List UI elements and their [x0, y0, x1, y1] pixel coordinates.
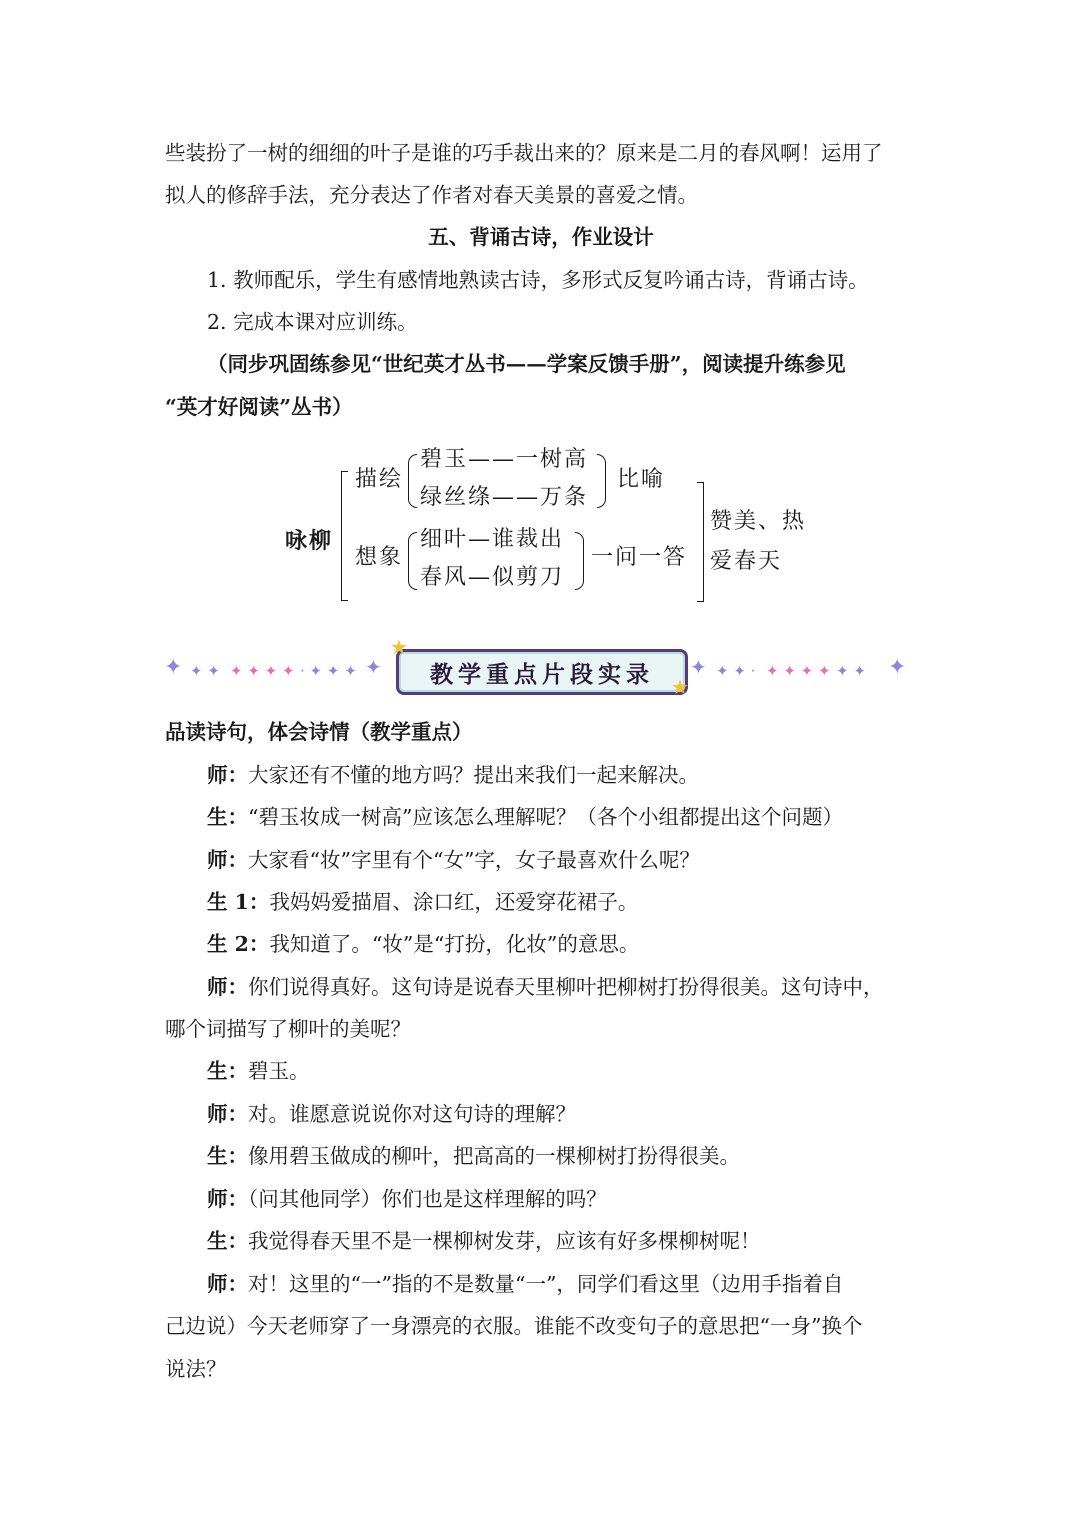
inner-right-paren — [597, 454, 606, 508]
speaker: 生： — [207, 1144, 248, 1168]
dialogue-continuation: 说法？ — [165, 1357, 227, 1381]
speaker: 师： — [207, 763, 248, 787]
diagram-text: 细叶—谁裁出 — [420, 527, 565, 552]
speaker: 师： — [207, 1187, 248, 1211]
diagram-title: 咏柳 — [285, 529, 334, 554]
sparkle-icon: ✦ ✦ ✦ ✦ — [230, 662, 295, 680]
utterance: 对。谁愿意说说你对这句诗的理解？ — [248, 1102, 576, 1126]
speaker: 生： — [207, 1229, 248, 1253]
branch-result: 比喻 — [617, 467, 666, 492]
section-heading: 五、背诵古诗，作业设计 — [428, 225, 654, 249]
utterance: 大家看“妆”字里有个“女”字，女子最喜欢什么呢？ — [248, 848, 700, 872]
inner-right-paren — [575, 532, 584, 590]
sparkle-icon: ✦ ✦ ✦ ✦ — [766, 662, 831, 680]
dialogue-line — [207, 1270, 917, 1298]
dialogue-line — [207, 1100, 917, 1128]
speaker: 生： — [207, 805, 248, 829]
diagram-text: 碧玉——一树高 — [420, 447, 589, 472]
dialogue-line — [207, 1057, 917, 1085]
diagram-text: 春风—似剪刀 — [420, 565, 565, 590]
banner-title: 教学重点片段实录 — [430, 662, 654, 688]
star-icon: ★ — [671, 675, 689, 699]
diagram-text: 绿丝绦——万条 — [420, 485, 589, 510]
dialogue-continuation: 己边说）今天老师穿了一身漂亮的衣服。谁能不改变句子的意思把“一身”换个 — [165, 1314, 863, 1338]
inner-left-paren — [408, 532, 417, 590]
speaker: 生 1： — [207, 890, 270, 914]
sparkle-icon: ✦ — [690, 655, 707, 679]
list-item: 2. 完成本课对应训练。 — [207, 310, 418, 334]
dialogue-line — [207, 1185, 917, 1213]
speaker: 生 2： — [207, 932, 270, 956]
sparkle-icon: ✦ ✦ · — [716, 662, 756, 680]
banner-frame — [396, 649, 689, 699]
utterance: “碧玉妆成一树高”应该怎么理解呢？（各个小组都提出这个问题） — [248, 805, 843, 829]
star-icon: ★ — [390, 635, 408, 659]
utterance: 我觉得春天里不是一棵柳树发芽，应该有好多棵柳树呢！ — [248, 1229, 761, 1253]
dialogue-line — [207, 973, 917, 1001]
paragraph-line: 些装扮了一树的细细的叶子是谁的巧手裁出来的？原来是二月的春风啊！运用了 — [165, 141, 883, 165]
dialogue-line — [207, 803, 917, 831]
branch-label-imagine: 想象 — [355, 545, 404, 570]
speaker: 师： — [207, 848, 248, 872]
transcript-heading: 品读诗句，体会诗情（教学重点） — [165, 720, 473, 744]
utterance: 你们说得真好。这句诗是说春天里柳叶把柳树打扮得很美。这句诗中， — [248, 975, 884, 999]
sparkle-icon: · ✦ ✦ ✦ — [300, 662, 357, 680]
inner-left-paren — [408, 454, 417, 508]
dialogue-line — [207, 761, 917, 789]
speaker: 师： — [207, 1102, 248, 1126]
branch-label-describe: 描绘 — [355, 467, 404, 492]
dialogue-line — [207, 930, 917, 958]
sparkle-icon: ✦ ✦ — [836, 662, 866, 680]
diagram-conclusion: 爱春天 — [710, 549, 783, 574]
utterance: 我知道了。“妆”是“打扮，化妆”的意思。 — [269, 932, 640, 956]
sparkle-icon: ✦ — [164, 655, 183, 680]
speaker: 师： — [207, 1272, 248, 1296]
utterance: 对！这里的“一”指的不是数量“一”，同学们看这里（边用手指着自 — [248, 1272, 844, 1296]
paragraph-line: 拟人的修辞手法，充分表达了作者对春天美景的喜爱之情。 — [165, 183, 698, 207]
sparkle-icon: ✦ ✦ — [190, 662, 220, 680]
sparkle-icon: ✦ — [888, 655, 907, 680]
utterance: 碧玉。 — [248, 1059, 310, 1083]
dialogue-continuation: 哪个词描写了柳叶的美呢？ — [165, 1017, 411, 1041]
branch-result: 一问一答 — [591, 545, 688, 570]
utterance: 大家还有不懂的地方吗？提出来我们一起来解决。 — [248, 763, 699, 787]
utterance: 我妈妈爱描眉、涂口红，还爱穿花裙子。 — [269, 890, 639, 914]
sparkle-icon: ✦ — [365, 655, 382, 679]
dialogue-line — [207, 888, 917, 916]
outer-right-bracket — [697, 482, 704, 602]
utterance: （问其他同学）你们也是这样理解的吗？ — [248, 1187, 607, 1211]
blackboard-diagram — [285, 446, 825, 606]
list-item: 1. 教师配乐，学生有感情地熟读古诗，多形式反复吟诵古诗，背诵古诗。 — [207, 268, 869, 292]
dialogue-line — [207, 1142, 917, 1170]
dialogue-line — [207, 846, 917, 874]
utterance: 像用碧玉做成的柳叶，把高高的一棵柳树打扮得很美。 — [248, 1144, 740, 1168]
reference-note: （同步巩固练参见“世纪英才丛书——学案反馈手册”，阅读提升练参见 — [207, 352, 846, 376]
diagram-conclusion: 赞美、热 — [710, 509, 807, 534]
speaker: 师： — [207, 975, 248, 999]
speaker: 生： — [207, 1059, 248, 1083]
dialogue-line — [207, 1227, 917, 1255]
section-banner — [160, 635, 920, 702]
outer-left-bracket — [341, 471, 348, 601]
reference-note: “英才好阅读”丛书） — [165, 395, 353, 419]
